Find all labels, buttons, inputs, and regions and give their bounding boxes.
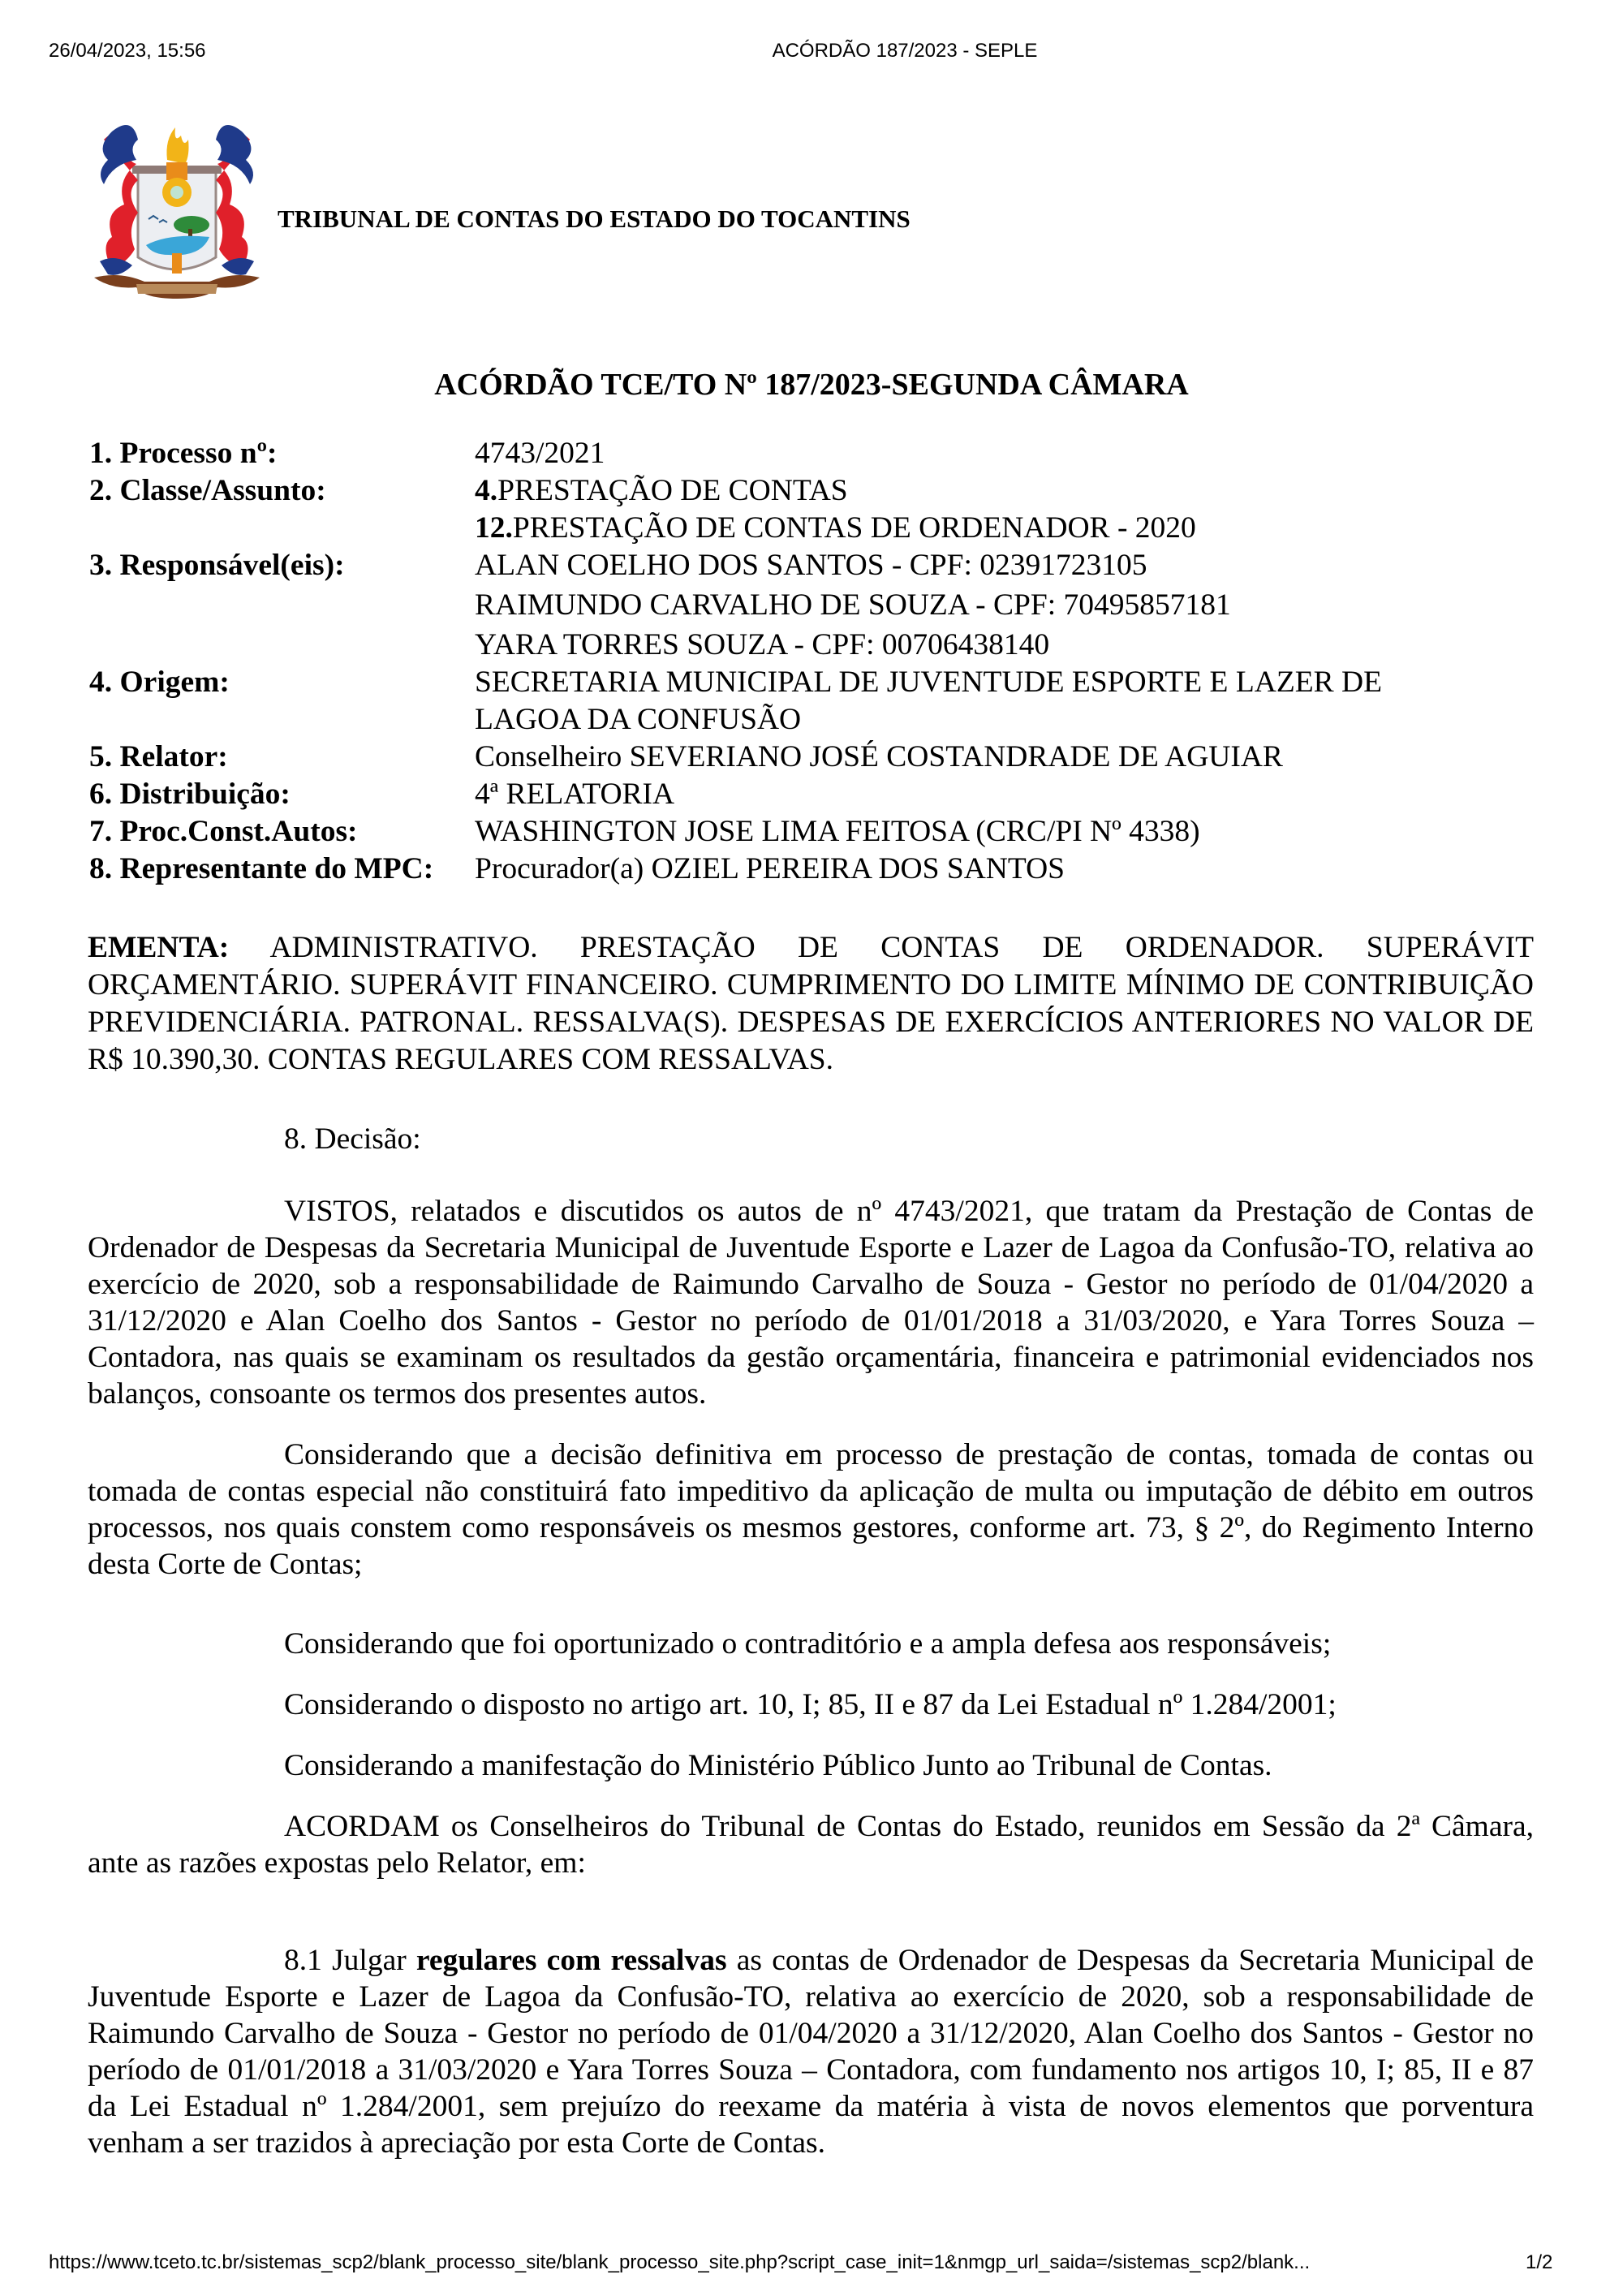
coat-of-arms-icon xyxy=(88,115,266,310)
paragraph-bold: regulares com ressalvas xyxy=(415,1944,727,1977)
paragraph-pre: 8.1 Julgar xyxy=(284,1944,416,1977)
paragraph-text: Considerando a manifestação do Ministério Público Junto ao Tribunal de Contas. xyxy=(284,1749,1272,1782)
decisao-heading xyxy=(88,1121,1534,1157)
field-value-text: WASHINGTON JOSE LIMA FEITOSA (CRC/PI Nº 4338) xyxy=(475,815,1200,848)
print-datetime: 26/04/2023, 15:56 xyxy=(49,40,206,62)
print-url: https://www.tceto.tc.br/sistemas_scp2/blank_processo_site/blank_processo_site.php?script_case_init=1&nmgp_url_saida=/sistemas_scp2/blank... xyxy=(49,2251,1311,2273)
print-page-number: 1/2 xyxy=(1526,2251,1553,2273)
field-value-text: YARA TORRES SOUZA - CPF: 00706438140 xyxy=(475,628,1050,661)
field-label: 3. Responsável(eis): xyxy=(89,549,345,582)
document-title: ACÓRDÃO TCE/TO Nº 187/2023-SEGUNDA CÂMARA xyxy=(434,368,1189,402)
decision-paragraph xyxy=(88,1808,1534,1881)
field-row xyxy=(89,776,1550,813)
field-label: 2. Classe/Assunto: xyxy=(89,474,326,507)
field-values xyxy=(475,547,1550,664)
decision-paragraph xyxy=(88,1686,1534,1723)
paragraph-text: Considerando o disposto no artigo art. 10, I; 85, II e 87 da Lei Estadual nº 1.284/2001; xyxy=(284,1688,1337,1721)
field-value xyxy=(475,547,1550,584)
paragraph-text: as contas de Ordenador de Despesas da Secretaria Municipal de Juventude Esporte e Lazer de Lagoa da Confusão-TO, relativa ao exercício de 2020, sob a responsabilidade de Raimundo Carvalho de Souza - Gestor no período de 01/04/2020 a 31/12/2020, Alan Coelho dos Santos - Gestor no período de 01/01/2018 a 31/03/2020 e Yara Torres Souza – Contadora, com fundamento nos artigos 10, I; 85, II e 87 da Lei Estadual nº 1.284/2001, sem prejuízo do reexame da matéria à vista de novos elementos que porventura venham a ser trazidos à apreciação por esta Corte de Contas. xyxy=(88,1944,1534,2160)
field-value-number: 12. xyxy=(475,511,513,545)
decision-paragraph xyxy=(88,1437,1534,1583)
field-row xyxy=(89,472,1550,547)
field-row xyxy=(89,851,1550,888)
field-value xyxy=(475,587,1550,624)
field-value xyxy=(475,813,1550,851)
field-value-number: 4. xyxy=(475,474,498,507)
paragraph-text: Considerando que a decisão definitiva em processo de prestação de contas, tomada de contas ou tomada de contas especial não constituirá fato impeditivo da aplicação de multa ou imputação de débito em outros processos, nos quais constem como responsáveis os mesmos gestores, conforme art. 73, § 2º, do Regimento Interno desta Corte de Contas; xyxy=(88,1438,1534,1581)
field-row xyxy=(89,664,1550,739)
decision-paragraph xyxy=(88,1747,1534,1784)
field-label: 5. Relator: xyxy=(89,740,228,773)
field-values xyxy=(475,435,1550,472)
field-value-text: 4743/2021 xyxy=(475,437,605,470)
field-row xyxy=(89,435,1550,472)
field-row xyxy=(89,547,1550,664)
print-page-title: ACÓRDÃO 187/2023 - SEPLE xyxy=(772,40,1038,62)
decision-paragraph xyxy=(88,1626,1534,1662)
field-value-text: Procurador(a) OZIEL PEREIRA DOS SANTOS xyxy=(475,852,1065,885)
field-row xyxy=(89,739,1550,776)
field-label: 7. Proc.Const.Autos: xyxy=(89,815,358,848)
field-label: 1. Processo nº: xyxy=(89,437,278,470)
field-value xyxy=(475,435,1550,472)
field-values xyxy=(475,664,1550,739)
field-row xyxy=(89,813,1550,851)
field-value-text: PRESTAÇÃO DE CONTAS DE ORDENADOR - 2020 xyxy=(512,511,1196,545)
field-label: 4. Origem: xyxy=(89,666,230,699)
field-value xyxy=(475,472,1550,510)
field-values xyxy=(475,739,1550,776)
field-value-text: RAIMUNDO CARVALHO DE SOUZA - CPF: 70495857181 xyxy=(475,588,1231,622)
ementa-label: EMENTA: xyxy=(88,931,230,964)
field-value-text: SECRETARIA MUNICIPAL DE JUVENTUDE ESPORTE E LAZER DE xyxy=(475,666,1383,699)
paragraph-text: VISTOS, relatados e discutidos os autos de nº 4743/2021, que tratam da Prestação de Contas de Ordenador de Despesas da Secretaria Municipal de Juventude Esporte e Lazer de Lagoa da Confusão-TO, relativa ao exercício de 2020, sob a responsabilidade de Raimundo Carvalho de Souza - Gestor no período de 01/04/2020 a 31/12/2020 e Alan Coelho dos Santos - Gestor no período de 01/01/2018 a 31/03/2020, e Yara Torres Souza – Contadora, nas quais se examinam os resultados da gestão orçamentária, financeira e patrimonial evidenciados nos balanços, consoante os termos dos presentes autos. xyxy=(88,1195,1534,1411)
field-value-text: Conselheiro SEVERIANO JOSÉ COSTANDRADE DE AGUIAR xyxy=(475,740,1283,773)
field-value xyxy=(475,701,1550,739)
field-values xyxy=(475,472,1550,547)
field-value-text: LAGOA DA CONFUSÃO xyxy=(475,703,802,736)
organization-name: TRIBUNAL DE CONTAS DO ESTADO DO TOCANTINS xyxy=(278,205,911,233)
ementa xyxy=(88,929,1534,1079)
ementa-text: ADMINISTRATIVO. PRESTAÇÃO DE CONTAS DE ORDENADOR. SUPERÁVIT ORÇAMENTÁRIO. SUPERÁVIT FINANCEIRO. CUMPRIMENTO DO LIMITE MÍNIMO DE CONTRIBUIÇÃO PREVIDENCIÁRIA. PATRONAL. RESSALVA(S). DESPESAS DE EXERCÍCIOS ANTERIORES NO VALOR DE R$ 10.390,30. CONTAS REGULARES COM RESSALVAS. xyxy=(88,931,1534,1076)
field-value xyxy=(475,776,1550,813)
field-value-text: PRESTAÇÃO DE CONTAS xyxy=(497,474,848,507)
process-fields xyxy=(89,435,1550,888)
field-label: 8. Representante do MPC: xyxy=(89,852,434,885)
field-values xyxy=(475,851,1550,888)
field-value-text: 4ª RELATORIA xyxy=(475,778,675,811)
paragraph-text: ACORDAM os Conselheiros do Tribunal de Contas do Estado, reunidos em Sessão da 2ª Câmara, ante as razões expostas pelo Relator, em: xyxy=(88,1810,1534,1880)
field-values xyxy=(475,776,1550,813)
decisao-heading-text: 8. Decisão: xyxy=(284,1122,421,1156)
field-values xyxy=(475,813,1550,851)
decision-paragraph xyxy=(88,1942,1534,2161)
decision-paragraph xyxy=(88,1193,1534,1412)
field-value xyxy=(475,739,1550,776)
field-value-text: ALAN COELHO DOS SANTOS - CPF: 02391723105 xyxy=(475,549,1147,582)
field-value xyxy=(475,627,1550,664)
field-label: 6. Distribuição: xyxy=(89,778,291,811)
field-value xyxy=(475,510,1550,547)
paragraph-text: Considerando que foi oportunizado o contraditório e a ampla defesa aos responsáveis; xyxy=(284,1627,1332,1661)
field-value xyxy=(475,851,1550,888)
field-value xyxy=(475,664,1550,701)
